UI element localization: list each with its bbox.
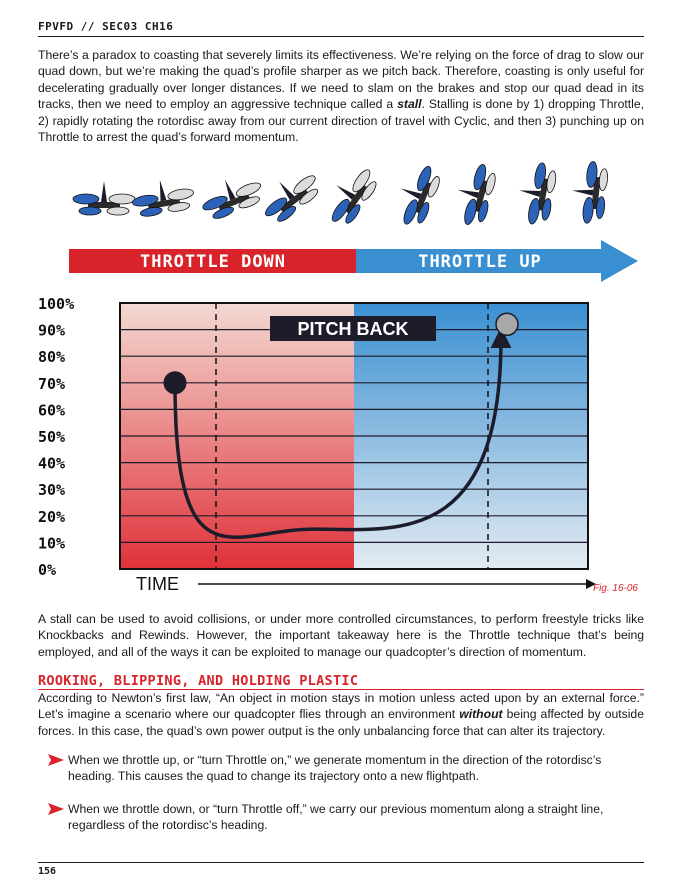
figure-svg [38,160,644,600]
figure-caption: Fig. 16-06 [592,583,638,594]
red-arrow-icon [48,754,64,766]
throttle-banner [69,240,638,282]
quad-icon [569,160,609,225]
y-tick-label: 60% [38,401,66,420]
y-tick-label: 80% [38,348,66,367]
quad-icon [319,160,382,230]
pitch-back-label [270,316,436,341]
quad-icon [129,174,196,218]
page-number: 156 [38,866,57,877]
quad-icon [73,181,135,215]
throttle-down-label: THROTTLE DOWN [139,252,287,272]
quad-icon [389,160,444,230]
quad-icon [450,160,499,229]
y-tick-label: 50% [38,428,66,446]
throttle-up-label: THROTTLE UP [418,252,542,272]
bullet-item-throttle-up: When we throttle up, or “turn Throttle on,” we generate momentum in the direction of the rotordisc’s heading. This causes the quad to change its trajectory onto a new flightpath. [48,752,644,785]
pitch-back-text: PITCH BACK [297,319,409,339]
y-tick-label: 100% [38,295,75,313]
quad-icon [514,160,558,227]
quad-icon [255,163,325,228]
stall-chart [38,295,638,594]
quad-icon [196,168,266,223]
start-point [164,371,187,394]
y-axis-ticks [38,295,74,579]
quad-sequence [73,160,609,230]
y-tick-label: 0% [38,561,57,579]
header-rule [38,36,644,37]
y-tick-label: 10% [38,534,66,553]
bullet-item-throttle-down: When we throttle down, or “turn Throttle off,” we carry our previous momentum along a straight line, regardless of the rotordisc’s heading. [48,801,644,834]
figure-16-06 [38,160,644,600]
section-heading: ROOKING, BLIPPING, AND HOLDING PLASTIC [38,673,359,689]
after-figure-paragraph: A stall can be used to avoid collisions, or under more controlled circumstances, to perform freestyle tricks like Knockbacks and Rewinds. However, the important takeaway here is the Throttle technique that’s being employed, and all of the ways it can be exploited to manage our quadcopter’s direction of momentum. [38,612,644,659]
intro-paragraph: There’s a paradox to coasting that severely limits its effectiveness. We’re relying on the force of drag to slow our quad down, but we’re making the quad’s profile sharper as we pitch back. Therefore, coasting is only useful for decelerating gradually over longer distances. If we need to slam on the brakes and stop our quad dead in its tracks, then we need to employ an aggressive technique called a stall. Stalling is done by 1) dropping Throttle, 2) rapidly rotating the rotordisc away from our current direction of travel with Cyclic, and then 3) punching up on Throttle to arrest the quad’s forward momentum. [38,48,644,145]
y-tick-label: 90% [38,321,66,340]
section-paragraph: According to Newton’s first law, “An object in motion stays in motion unless acted upon by an external force.” Let’s imagine a scenario where our quadcopter flies through an environment without being affected by outside forces. In this case, the quad’s own power output is the only unbalancing force that can alter its trajectory. [38,691,644,738]
red-arrow-icon [48,803,64,815]
y-tick-label: 40% [38,454,66,473]
y-tick-label: 70% [38,374,66,393]
x-axis-label: TIME [136,574,179,594]
end-point [496,313,518,335]
y-tick-label: 30% [38,481,66,500]
running-header: FPVFD // SEC03 CH16 [38,20,174,33]
footer-rule [38,862,644,863]
y-tick-label: 20% [38,507,66,526]
